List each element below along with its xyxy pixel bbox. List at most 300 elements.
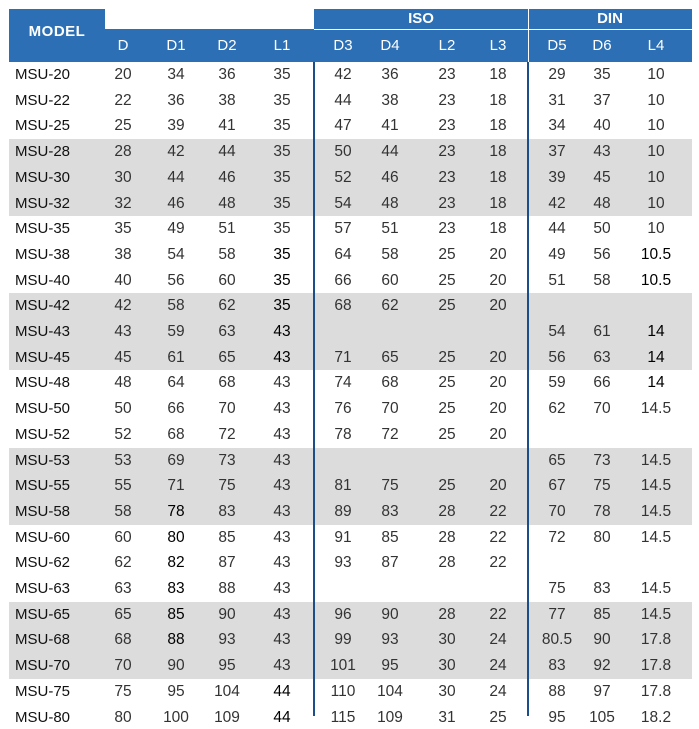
value-cell-l4: 10 (647, 117, 665, 135)
value-cell-l4: 14.5 (640, 400, 672, 418)
value-cell-l2: 23 (438, 143, 456, 161)
value-cell-d5: 34 (548, 117, 566, 135)
value-cell-d: 48 (114, 374, 132, 392)
value-cell-l1: 35 (273, 220, 291, 238)
table-row (0, 578, 699, 600)
value-cell-d1: 39 (167, 117, 185, 135)
value-cell-d3: 101 (330, 657, 356, 675)
value-cell-d6: 83 (593, 580, 611, 597)
value-cell-d1: 68 (167, 425, 185, 443)
value-cell-d: 38 (114, 245, 132, 263)
column-header-d2: D2 (217, 37, 237, 54)
value-cell-l1: 44 (273, 708, 291, 726)
value-cell-l2: 28 (438, 528, 456, 546)
value-cell-d6: 90 (593, 631, 611, 649)
value-cell-d4: 83 (381, 502, 399, 520)
value-cell-d: 32 (114, 194, 132, 212)
value-cell-l4: 14.5 (640, 502, 672, 520)
value-cell-l2: 25 (438, 374, 456, 392)
value-cell-d2: 41 (218, 117, 236, 135)
value-cell-l4: 10 (647, 143, 665, 161)
value-cell-d3: 89 (334, 502, 352, 520)
value-cell-d3: 47 (334, 117, 352, 135)
value-cell-d6: 85 (593, 605, 611, 623)
value-cell-d4: 72 (381, 425, 399, 443)
table-row (0, 604, 699, 626)
column-header-l3: L3 (489, 37, 507, 54)
value-cell-d3: 99 (334, 631, 352, 649)
value-cell-l4 (633, 295, 679, 317)
value-cell-d2: 85 (218, 528, 236, 546)
value-cell-d: 80 (114, 708, 132, 726)
model-cell: MSU-50 (15, 400, 71, 418)
value-cell-d2: 73 (218, 451, 236, 469)
value-cell-d3: 115 (330, 708, 356, 726)
value-cell-l1: 43 (273, 528, 291, 546)
value-cell-d2: 83 (218, 502, 236, 520)
value-cell-d: 75 (114, 682, 132, 700)
value-cell-l3: 18 (489, 143, 507, 161)
value-cell-l3: 20 (489, 245, 507, 263)
value-cell-l3: 18 (489, 220, 507, 238)
value-cell-d1: 95 (167, 682, 185, 700)
value-cell-l4: 10 (647, 220, 665, 238)
value-cell-d4: 109 (377, 708, 403, 726)
value-cell-d: 45 (114, 348, 132, 366)
value-cell-l1: 35 (273, 245, 291, 263)
din-group-header (528, 9, 692, 29)
value-cell-d4: 90 (381, 605, 399, 623)
value-cell-d5: 67 (548, 477, 566, 495)
value-cell-l1: 43 (273, 657, 291, 675)
value-cell-l1: 43 (273, 400, 291, 418)
value-cell-l4: 14.5 (640, 580, 672, 597)
value-cell-l3: 20 (489, 425, 507, 443)
value-cell-l1: 43 (273, 554, 291, 572)
value-cell-d3: 50 (334, 143, 352, 161)
value-cell-d1: 78 (167, 502, 185, 520)
column-header-d4: D4 (380, 37, 400, 54)
value-cell-d5: 88 (548, 682, 566, 700)
value-cell-l1: 35 (273, 66, 291, 83)
value-cell-d3: 44 (334, 91, 352, 109)
value-cell-d1: 64 (167, 374, 185, 392)
value-cell-l2 (424, 578, 470, 600)
value-cell-d: 50 (114, 400, 132, 418)
value-cell-d2: 93 (218, 631, 236, 649)
value-cell-d1: 44 (167, 168, 185, 186)
table-row (0, 218, 699, 240)
value-cell-d4: 58 (381, 245, 399, 263)
value-cell-d1: 71 (167, 477, 185, 495)
model-cell: MSU-55 (15, 477, 71, 495)
table-row (0, 655, 699, 677)
table-row (0, 347, 699, 369)
table-row (0, 90, 699, 112)
value-cell-d: 53 (114, 451, 132, 469)
value-cell-d1: 82 (167, 554, 185, 572)
value-cell-d5: 42 (548, 194, 566, 212)
value-cell-d3: 57 (334, 220, 352, 238)
value-cell-d2: 75 (218, 477, 236, 495)
value-cell-l4: 17.8 (640, 631, 672, 649)
value-cell-l1: 43 (273, 451, 291, 469)
table-row (0, 450, 699, 472)
value-cell-l4: 10.5 (640, 271, 672, 289)
column-header-l4: L4 (647, 37, 665, 54)
model-cell: MSU-32 (15, 194, 71, 212)
header-group-divider (528, 9, 529, 62)
table-row (0, 707, 699, 729)
value-cell-d5 (534, 552, 580, 574)
value-cell-l1: 43 (273, 605, 291, 623)
value-cell-d: 25 (114, 117, 132, 135)
value-cell-d: 70 (114, 657, 132, 675)
model-cell: MSU-70 (15, 657, 71, 675)
value-cell-d6: 35 (593, 66, 611, 83)
value-cell-l3: 20 (489, 477, 507, 495)
value-cell-d5: 75 (548, 580, 566, 597)
value-cell-d6: 61 (593, 323, 611, 340)
value-cell-d1: 36 (167, 91, 185, 109)
table-row (0, 398, 699, 420)
value-cell-d5: 49 (548, 245, 566, 263)
value-cell-l2: 30 (438, 657, 456, 675)
model-cell: MSU-65 (15, 605, 71, 623)
value-cell-d1: 88 (167, 631, 185, 649)
value-cell-d1: 66 (167, 400, 185, 418)
value-cell-d: 60 (114, 528, 132, 546)
value-cell-d3: 66 (334, 271, 352, 289)
value-cell-d5: 80.5 (541, 631, 573, 649)
value-cell-l3: 20 (489, 374, 507, 392)
value-cell-d: 42 (114, 297, 132, 315)
value-cell-d6: 50 (593, 220, 611, 238)
value-cell-d6: 43 (593, 143, 611, 161)
value-cell-l1: 43 (273, 323, 291, 340)
value-cell-d1: 69 (167, 451, 185, 469)
model-cell: MSU-68 (15, 631, 71, 649)
value-cell-d3 (320, 578, 366, 600)
value-cell-l1: 43 (273, 477, 291, 495)
value-cell-d3: 78 (334, 425, 352, 443)
value-cell-d6: 66 (593, 374, 611, 392)
value-cell-d3: 54 (334, 194, 352, 212)
value-cell-d3: 42 (334, 66, 352, 83)
table-row (0, 372, 699, 394)
value-cell-d1: 34 (167, 66, 185, 83)
value-cell-d4: 65 (381, 348, 399, 366)
value-cell-d: 30 (114, 168, 132, 186)
table-row (0, 64, 699, 86)
value-cell-l2: 23 (438, 91, 456, 109)
value-cell-l3 (475, 578, 521, 600)
model-cell: MSU-42 (15, 297, 71, 315)
value-cell-d4: 44 (381, 143, 399, 161)
value-cell-l4 (633, 552, 679, 574)
value-cell-d6 (579, 552, 625, 574)
value-cell-d6: 37 (593, 91, 611, 109)
value-cell-d6: 58 (593, 271, 611, 289)
value-cell-d4: 62 (381, 297, 399, 315)
value-cell-d: 65 (114, 605, 132, 623)
value-cell-l2: 23 (438, 194, 456, 212)
value-cell-l4: 17.8 (640, 657, 672, 675)
model-cell: MSU-48 (15, 374, 71, 392)
value-cell-d1: 100 (163, 708, 189, 726)
value-cell-d1: 49 (167, 220, 185, 238)
value-cell-l3: 24 (489, 631, 507, 649)
value-cell-l1: 43 (273, 374, 291, 392)
value-cell-l3: 20 (489, 400, 507, 418)
value-cell-d4: 95 (381, 657, 399, 675)
value-cell-l4: 14.5 (640, 528, 672, 546)
table-row (0, 167, 699, 189)
din-group-left-border (527, 62, 529, 716)
value-cell-l1: 35 (273, 194, 291, 212)
table-row (0, 475, 699, 497)
table-row (0, 501, 699, 523)
din-group-label: DIN (597, 10, 623, 27)
value-cell-d3 (320, 450, 366, 472)
value-cell-d5: 51 (548, 271, 566, 289)
table-row (0, 629, 699, 651)
value-cell-d5: 37 (548, 143, 566, 161)
value-cell-d2: 70 (218, 400, 236, 418)
value-cell-l1: 35 (273, 143, 291, 161)
value-cell-l2 (424, 450, 470, 472)
model-cell: MSU-45 (15, 348, 71, 366)
value-cell-l2: 23 (438, 220, 456, 238)
value-cell-d2: 72 (218, 425, 236, 443)
value-cell-l1: 35 (273, 271, 291, 289)
value-cell-d: 68 (114, 631, 132, 649)
value-cell-d6: 73 (593, 451, 611, 469)
value-cell-d2: 46 (218, 168, 236, 186)
model-cell: MSU-40 (15, 271, 71, 289)
value-cell-d6: 45 (593, 168, 611, 186)
value-cell-d: 35 (114, 220, 132, 238)
value-cell-l4: 14 (647, 374, 665, 392)
value-cell-d4: 75 (381, 477, 399, 495)
value-cell-d4 (367, 578, 413, 600)
value-cell-l4: 14.5 (640, 605, 672, 623)
table-row (0, 270, 699, 292)
value-cell-l3: 22 (489, 502, 507, 520)
value-cell-d5: 29 (548, 66, 566, 83)
value-cell-d2: 65 (218, 348, 236, 366)
value-cell-l4: 14 (647, 348, 665, 366)
column-header-l2: L2 (438, 37, 456, 54)
value-cell-d5: 62 (548, 400, 566, 418)
value-cell-l2: 25 (438, 297, 456, 315)
value-cell-d5: 31 (548, 91, 566, 109)
value-cell-l3: 18 (489, 117, 507, 135)
value-cell-d6: 97 (593, 682, 611, 700)
value-cell-l1: 44 (273, 682, 291, 700)
model-cell: MSU-75 (15, 682, 71, 700)
value-cell-d2: 60 (218, 271, 236, 289)
table-row (0, 527, 699, 549)
value-cell-d2: 68 (218, 374, 236, 392)
model-cell: MSU-20 (15, 66, 71, 83)
value-cell-d5: 56 (548, 348, 566, 366)
value-cell-d4: 87 (381, 554, 399, 572)
model-cell: MSU-38 (15, 245, 71, 263)
value-cell-d2: 95 (218, 657, 236, 675)
table-row (0, 193, 699, 215)
model-cell: MSU-35 (15, 220, 71, 238)
value-cell-d: 22 (114, 91, 132, 109)
value-cell-d1: 83 (167, 580, 185, 597)
value-cell-l4: 18.2 (640, 708, 672, 726)
table-row (0, 244, 699, 266)
value-cell-l2: 23 (438, 66, 456, 83)
value-cell-d4 (367, 450, 413, 472)
value-cell-d5: 44 (548, 220, 566, 238)
value-cell-l3: 18 (489, 66, 507, 83)
value-cell-d6 (579, 424, 625, 446)
value-cell-d4: 51 (381, 220, 399, 238)
model-cell: MSU-62 (15, 554, 71, 572)
value-cell-d6: 48 (593, 194, 611, 212)
iso-group-label: ISO (408, 10, 434, 27)
value-cell-l2: 23 (438, 168, 456, 186)
value-cell-l3: 18 (489, 194, 507, 212)
value-cell-d2: 104 (214, 682, 240, 700)
value-cell-d3: 110 (330, 682, 356, 700)
value-cell-l4: 10.5 (640, 245, 672, 263)
value-cell-l3: 24 (489, 657, 507, 675)
value-cell-d1: 56 (167, 271, 185, 289)
value-cell-d: 40 (114, 271, 132, 289)
value-cell-d2: 58 (218, 245, 236, 263)
model-cell: MSU-22 (15, 91, 71, 109)
value-cell-d: 28 (114, 143, 132, 161)
column-header-d: D (117, 37, 129, 54)
value-cell-d6 (579, 295, 625, 317)
value-cell-d2: 63 (218, 323, 236, 340)
value-cell-l2: 23 (438, 117, 456, 135)
value-cell-d6: 92 (593, 657, 611, 675)
value-cell-d2: 44 (218, 143, 236, 161)
value-cell-d6: 56 (593, 245, 611, 263)
value-cell-d2: 51 (218, 220, 236, 238)
column-header-d5: D5 (547, 37, 567, 54)
value-cell-d2: 87 (218, 554, 236, 572)
value-cell-d1: 46 (167, 194, 185, 212)
value-cell-d2: 62 (218, 297, 236, 315)
value-cell-d5: 95 (548, 708, 566, 726)
value-cell-l3: 20 (489, 348, 507, 366)
value-cell-l2: 31 (438, 708, 456, 726)
value-cell-d2: 88 (218, 580, 236, 597)
value-cell-l3: 25 (489, 708, 507, 726)
iso-group-header (314, 9, 528, 29)
model-cell: MSU-63 (15, 580, 71, 597)
column-header-d6: D6 (592, 37, 612, 54)
model-cell: MSU-43 (15, 323, 71, 340)
value-cell-l3: 24 (489, 682, 507, 700)
value-cell-l1: 43 (273, 348, 291, 366)
value-cell-l1: 43 (273, 502, 291, 520)
column-header-d3: D3 (333, 37, 353, 54)
value-cell-l2: 25 (438, 348, 456, 366)
model-column-header: MODEL (9, 9, 105, 62)
value-cell-d2: 36 (218, 66, 236, 83)
value-cell-d1: 42 (167, 143, 185, 161)
value-cell-d2: 38 (218, 91, 236, 109)
value-cell-l2: 28 (438, 502, 456, 520)
value-cell-d5: 54 (548, 323, 566, 340)
value-cell-d: 43 (114, 323, 132, 340)
value-cell-d1: 61 (167, 348, 185, 366)
value-cell-d4: 36 (381, 66, 399, 83)
value-cell-d3 (320, 321, 366, 343)
model-cell: MSU-53 (15, 451, 71, 469)
value-cell-d2: 109 (214, 708, 240, 726)
value-cell-l3: 20 (489, 271, 507, 289)
value-cell-l4: 14.5 (640, 451, 672, 469)
value-cell-l1: 43 (273, 631, 291, 649)
value-cell-d6: 78 (593, 502, 611, 520)
value-cell-d3: 81 (334, 477, 352, 495)
value-cell-d2: 48 (218, 194, 236, 212)
model-cell: MSU-30 (15, 168, 71, 186)
value-cell-l3: 22 (489, 554, 507, 572)
value-cell-d4: 85 (381, 528, 399, 546)
value-cell-l2: 25 (438, 425, 456, 443)
value-cell-d: 63 (114, 580, 132, 597)
value-cell-l2: 25 (438, 271, 456, 289)
value-cell-l4: 14 (647, 323, 665, 340)
value-cell-d6: 105 (589, 708, 615, 726)
value-cell-l1: 35 (273, 117, 291, 135)
value-cell-d3: 64 (334, 245, 352, 263)
value-cell-d: 52 (114, 425, 132, 443)
table-row (0, 115, 699, 137)
value-cell-d5 (534, 295, 580, 317)
value-cell-d: 62 (114, 554, 132, 572)
value-cell-d6: 40 (593, 117, 611, 135)
value-cell-l2: 30 (438, 682, 456, 700)
value-cell-d4: 70 (381, 400, 399, 418)
value-cell-l1: 43 (273, 425, 291, 443)
value-cell-d3: 74 (334, 374, 352, 392)
value-cell-d4: 38 (381, 91, 399, 109)
value-cell-d4: 46 (381, 168, 399, 186)
value-cell-d3: 96 (334, 605, 352, 623)
value-cell-d4: 41 (381, 117, 399, 135)
model-cell: MSU-60 (15, 528, 71, 546)
value-cell-l2 (424, 321, 470, 343)
value-cell-d3: 76 (334, 400, 352, 418)
value-cell-d3: 68 (334, 297, 352, 315)
value-cell-d5: 70 (548, 502, 566, 520)
table-row (0, 141, 699, 163)
value-cell-d: 58 (114, 502, 132, 520)
value-cell-l3: 22 (489, 605, 507, 623)
iso-group-left-border (313, 62, 315, 716)
value-cell-d3: 52 (334, 168, 352, 186)
value-cell-d1: 80 (167, 528, 185, 546)
value-cell-l1: 43 (273, 580, 291, 597)
value-cell-l3: 18 (489, 168, 507, 186)
value-cell-d6: 70 (593, 400, 611, 418)
model-cell: MSU-80 (15, 708, 71, 726)
value-cell-d5: 59 (548, 374, 566, 392)
table-row (0, 681, 699, 703)
